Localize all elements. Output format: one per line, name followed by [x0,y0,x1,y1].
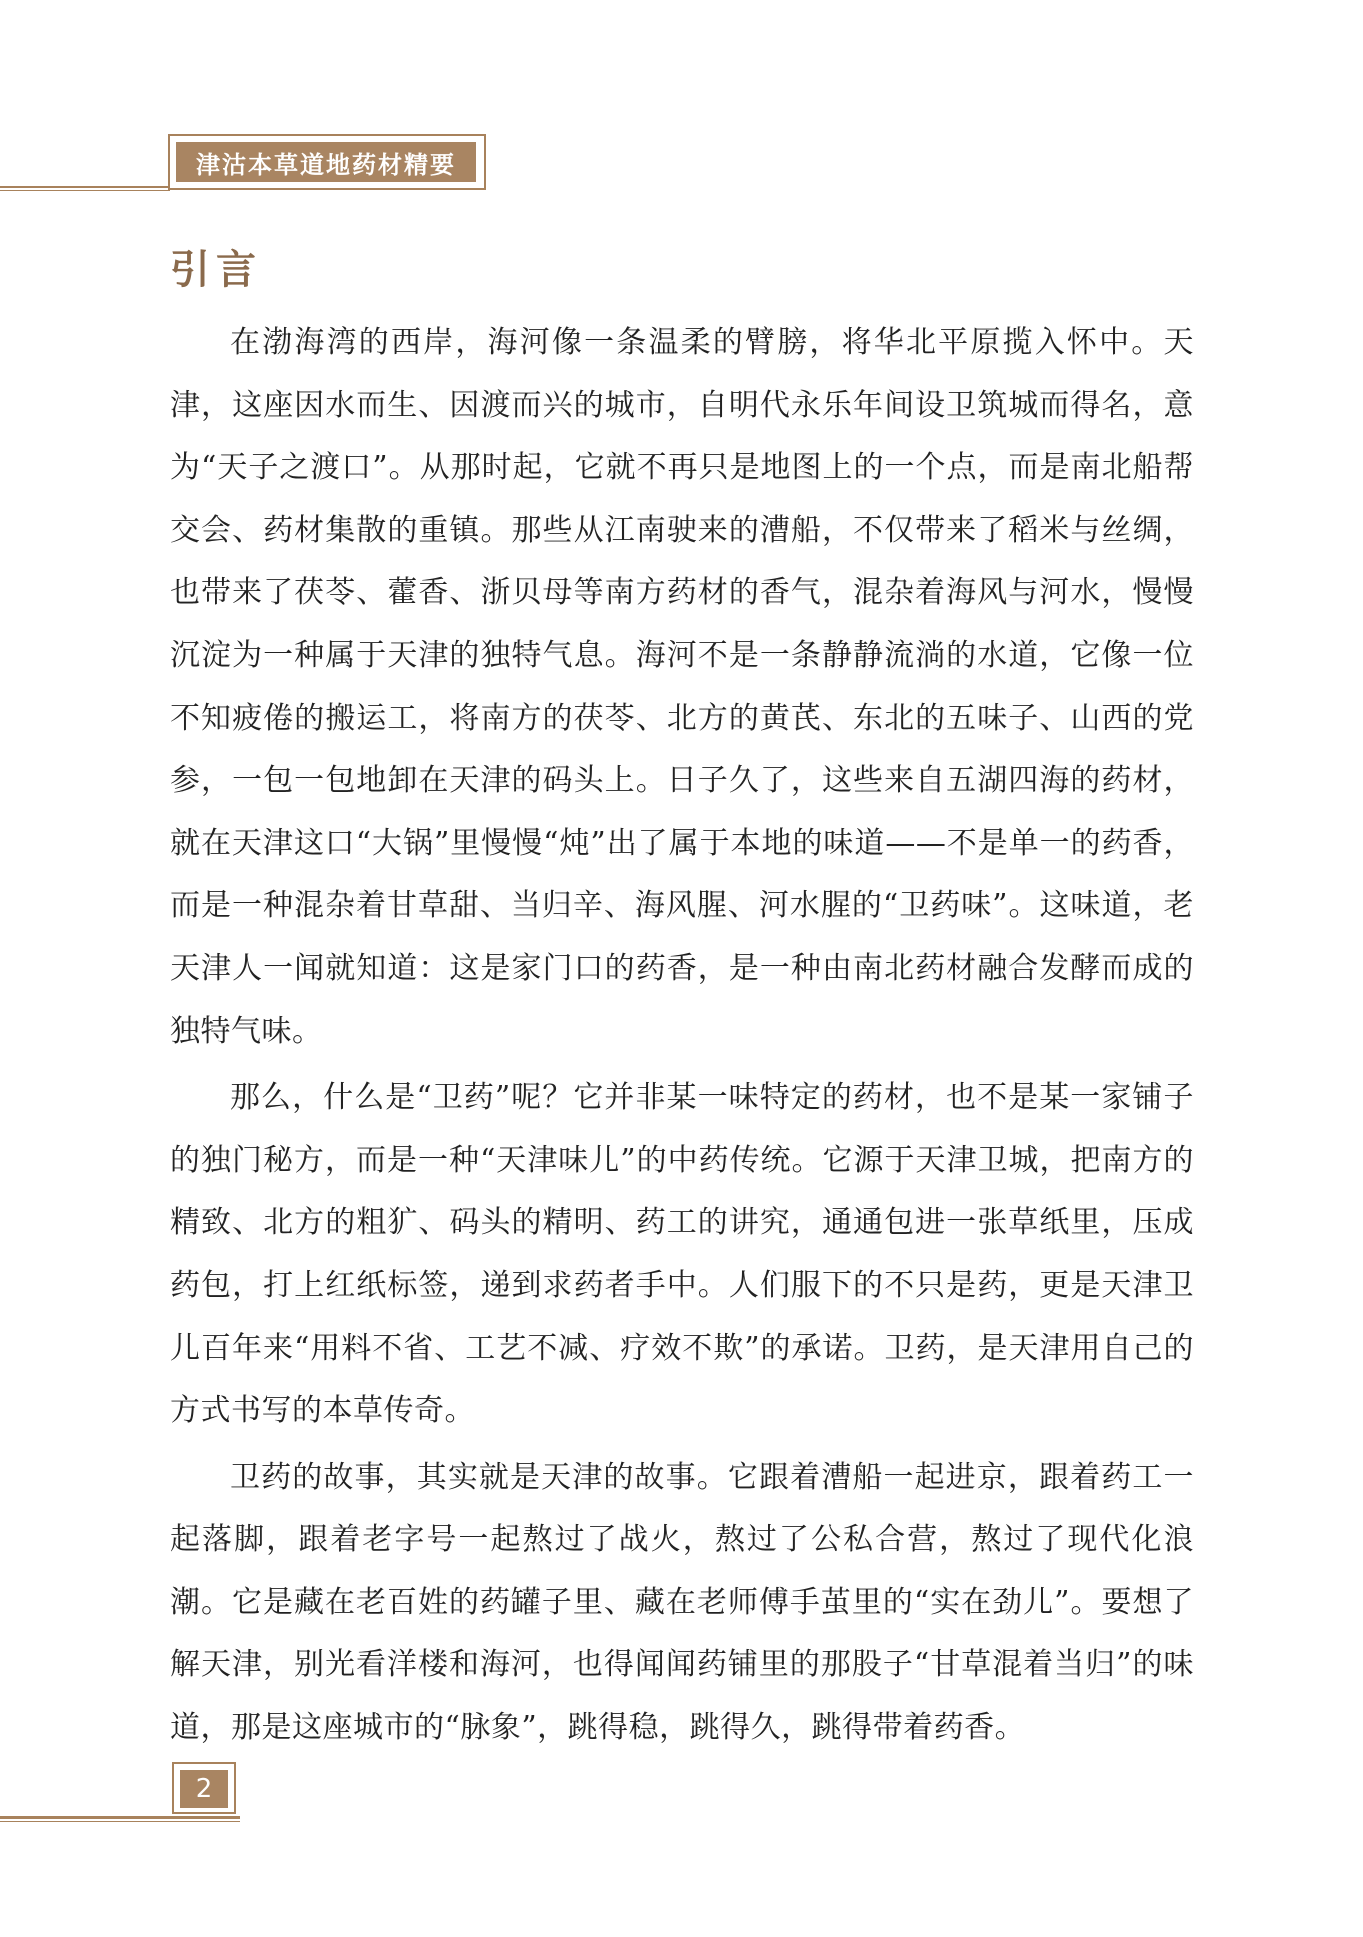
header-rule [0,186,170,188]
page-number: 2 [180,1770,228,1808]
paragraph-1: 在渤海湾的西岸，海河像一条温柔的臂膀，将华北平原揽入怀中。天津，这座因水而生、因渡而兴的城市，自明代永乐年间设卫筑城而得名，意为“天子之渡口”。从那时起，它就不再只是地图上的一个点，而是南北船帮交会、药材集散的重镇。那些从江南驶来的漕船，不仅带来了稻米与丝绸，也带来了茯苓、藿香、浙贝母等南方药材的香气，混杂着海风与河水，慢慢沉淀为一种属于天津的独特气息。海河不是一条静静流淌的水道，它像一位不知疲倦的搬运工，将南方的茯苓、北方的黄芪、东北的五味子、山西的党参，一包一包地卸在天津的码头上。日子久了，这些来自五湖四海的药材，就在天津这口“大锅”里慢慢“炖”出了属于本地的味道——不是单一的药香，而是一种混杂着甘草甜、当归辛、海风腥、河水腥的“卫药味”。这味道，老天津人一闻就知道：这是家门口的药香，是一种由南北药材融合发酵而成的独特气味。 [170,325,1194,1049]
footer-rule [0,1816,240,1819]
chapter-heading: 引言 [170,247,262,293]
book-title: 津沽本草道地药材精要 [176,142,476,182]
footer-rule-thin [0,1821,240,1822]
page-footer [0,1752,240,1824]
running-header [0,128,488,192]
paragraph-3: 卫药的故事，其实就是天津的故事。它跟着漕船一起进京，跟着药工一起落脚，跟着老字号一起熬过了战火，熬过了公私合营，熬过了现代化浪潮。它是藏在老百姓的药罐子里、藏在老师傅手茧里的“实在劲儿”。要想了解天津，别光看洋楼和海河，也得闻闻药铺里的那股子“甘草混着当归”的味道，那是这座城市的“脉象”，跳得稳，跳得久，跳得带着药香。 [170,1459,1194,1746]
body-text [170,312,1194,1760]
paragraph-2: 那么，什么是“卫药”呢？它并非某一味特定的药材，也不是某一家铺子的独门秘方，而是一种“天津味儿”的中药传统。它源于天津卫城，把南方的精致、北方的粗犷、码头的精明、药工的讲究，通通包进一张草纸里，压成药包，打上红纸标签，递到求药者手中。人们服下的不只是药，更是天津卫儿百年来“用料不省、工艺不减、疗效不欺”的承诺。卫药，是天津用自己的方式书写的本草传奇。 [170,1080,1194,1429]
header-rule-thin [0,190,170,191]
